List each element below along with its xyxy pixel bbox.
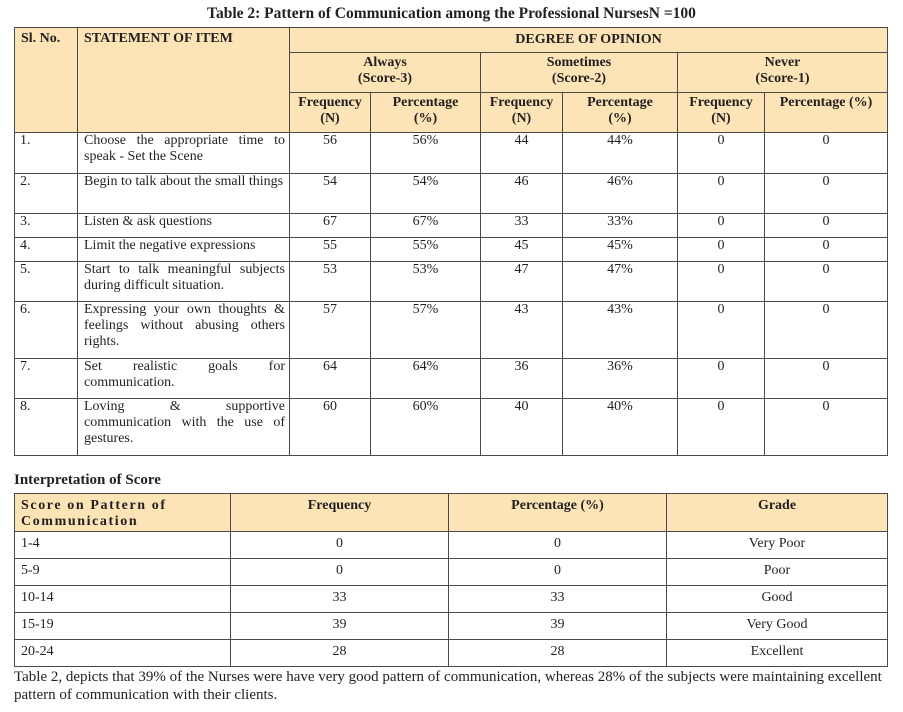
sometimes-percentage: 36% <box>563 359 678 399</box>
statement-text: Begin to talk about the small things <box>78 174 290 214</box>
group-name: Never <box>764 55 801 70</box>
sometimes-frequency: 47 <box>481 262 563 302</box>
never-percentage: 0 <box>765 238 888 262</box>
always-frequency: 57 <box>290 302 371 359</box>
grade-value: Excellent <box>667 640 888 667</box>
frequency-value: 0 <box>231 532 449 559</box>
percentage-value: 0 <box>449 532 667 559</box>
always-percentage: 55% <box>371 238 481 262</box>
score-range: 5-9 <box>15 559 231 586</box>
percentage-value: 33 <box>449 586 667 613</box>
subheader-frequency: Frequency (N) <box>481 93 563 133</box>
grade-value: Poor <box>667 559 888 586</box>
interpretation-table <box>14 493 888 667</box>
group-header-never <box>678 53 888 93</box>
never-percentage: 0 <box>765 302 888 359</box>
grade-value: Very Poor <box>667 532 888 559</box>
col-header-statement: STATEMENT OF ITEM <box>78 28 290 133</box>
always-frequency: 60 <box>290 399 371 456</box>
always-percentage: 64% <box>371 359 481 399</box>
score-range: 10-14 <box>15 586 231 613</box>
statement-text: Listen & ask questions <box>78 214 290 238</box>
score-range: 20-24 <box>15 640 231 667</box>
sometimes-percentage: 45% <box>563 238 678 262</box>
col-header-slno: Sl. No. <box>15 28 78 133</box>
sometimes-percentage: 33% <box>563 214 678 238</box>
col-header-degree: DEGREE OF OPINION <box>290 28 888 53</box>
col-header-score: Score on Pattern of Communication <box>15 494 231 532</box>
sometimes-frequency: 40 <box>481 399 563 456</box>
sometimes-percentage: 47% <box>563 262 678 302</box>
statement-text: Expressing your own thoughts & feelings without abusing others rights. <box>78 302 290 359</box>
sometimes-percentage: 44% <box>563 133 678 174</box>
row-number: 2. <box>15 174 78 214</box>
never-frequency: 0 <box>678 238 765 262</box>
interpretation-heading: Interpretation of Score <box>14 472 161 488</box>
col-header-grade: Grade <box>667 494 888 532</box>
never-frequency: 0 <box>678 359 765 399</box>
sometimes-frequency: 45 <box>481 238 563 262</box>
row-number: 6. <box>15 302 78 359</box>
row-number: 8. <box>15 399 78 456</box>
sometimes-frequency: 33 <box>481 214 563 238</box>
statement-text: Set realistic goals for communication. <box>78 359 290 399</box>
table-row <box>15 559 888 586</box>
table-row <box>15 586 888 613</box>
table-row <box>15 238 888 262</box>
table-row <box>15 359 888 399</box>
communication-table <box>14 27 888 456</box>
col-header-percentage: Percentage (%) <box>449 494 667 532</box>
frequency-value: 0 <box>231 559 449 586</box>
table-row <box>15 174 888 214</box>
table-row <box>15 399 888 456</box>
never-frequency: 0 <box>678 262 765 302</box>
sometimes-percentage: 46% <box>563 174 678 214</box>
subheader-percentage: Percentage (%) <box>371 93 481 133</box>
row-number: 4. <box>15 238 78 262</box>
group-score: (Score-2) <box>551 71 607 86</box>
row-number: 5. <box>15 262 78 302</box>
group-score: (Score-1) <box>755 71 810 86</box>
always-frequency: 55 <box>290 238 371 262</box>
row-number: 7. <box>15 359 78 399</box>
row-number: 1. <box>15 133 78 174</box>
never-percentage: 0 <box>765 359 888 399</box>
never-frequency: 0 <box>678 214 765 238</box>
never-percentage: 0 <box>765 399 888 456</box>
table-row <box>15 302 888 359</box>
grade-value: Good <box>667 586 888 613</box>
never-percentage: 0 <box>765 174 888 214</box>
frequency-value: 28 <box>231 640 449 667</box>
sometimes-frequency: 44 <box>481 133 563 174</box>
never-percentage: 0 <box>765 262 888 302</box>
score-range: 1-4 <box>15 532 231 559</box>
table-title: Table 2: Pattern of Communication among the Professional NursesN =100 <box>207 5 696 22</box>
never-frequency: 0 <box>678 399 765 456</box>
subheader-frequency: Frequency (N) <box>290 93 371 133</box>
table-row <box>15 613 888 640</box>
group-name: Always <box>363 55 407 70</box>
col-header-frequency: Frequency <box>231 494 449 532</box>
group-name: Sometimes <box>546 55 612 70</box>
table-row <box>15 133 888 174</box>
group-header-sometimes <box>481 53 678 93</box>
table-row <box>15 262 888 302</box>
always-percentage: 56% <box>371 133 481 174</box>
always-percentage: 54% <box>371 174 481 214</box>
always-percentage: 57% <box>371 302 481 359</box>
score-range: 15-19 <box>15 613 231 640</box>
subheader-percentage: Percentage (%) <box>563 93 678 133</box>
subheader-percentage: Percentage (%) <box>765 93 888 133</box>
group-header-always <box>290 53 481 93</box>
sometimes-percentage: 40% <box>563 399 678 456</box>
row-number: 3. <box>15 214 78 238</box>
summary-paragraph: Table 2, depicts that 39% of the Nurses were have very good pattern of communication, whereas 28% of the subjects were maintaining excellent pattern of communication with their clients. <box>14 669 882 703</box>
never-percentage: 0 <box>765 133 888 174</box>
never-frequency: 0 <box>678 302 765 359</box>
frequency-value: 39 <box>231 613 449 640</box>
statement-text: Start to talk meaningful subjects during difficult situation. <box>78 262 290 302</box>
table-row <box>15 640 888 667</box>
percentage-value: 28 <box>449 640 667 667</box>
always-frequency: 64 <box>290 359 371 399</box>
percentage-value: 39 <box>449 613 667 640</box>
always-frequency: 54 <box>290 174 371 214</box>
never-frequency: 0 <box>678 174 765 214</box>
sometimes-frequency: 36 <box>481 359 563 399</box>
group-score: (Score-3) <box>357 71 413 86</box>
statement-text: Limit the negative expressions <box>78 238 290 262</box>
percentage-value: 0 <box>449 559 667 586</box>
always-percentage: 60% <box>371 399 481 456</box>
sometimes-percentage: 43% <box>563 302 678 359</box>
table-row <box>15 532 888 559</box>
sometimes-frequency: 43 <box>481 302 563 359</box>
always-percentage: 53% <box>371 262 481 302</box>
statement-text: Loving & supportive communication with the use of gestures. <box>78 399 290 456</box>
grade-value: Very Good <box>667 613 888 640</box>
always-frequency: 56 <box>290 133 371 174</box>
never-frequency: 0 <box>678 133 765 174</box>
subheader-frequency: Frequency (N) <box>678 93 765 133</box>
frequency-value: 33 <box>231 586 449 613</box>
sometimes-frequency: 46 <box>481 174 563 214</box>
statement-text: Choose the appropriate time to speak - Set the Scene <box>78 133 290 174</box>
always-percentage: 67% <box>371 214 481 238</box>
never-percentage: 0 <box>765 214 888 238</box>
table-row <box>15 214 888 238</box>
always-frequency: 67 <box>290 214 371 238</box>
always-frequency: 53 <box>290 262 371 302</box>
